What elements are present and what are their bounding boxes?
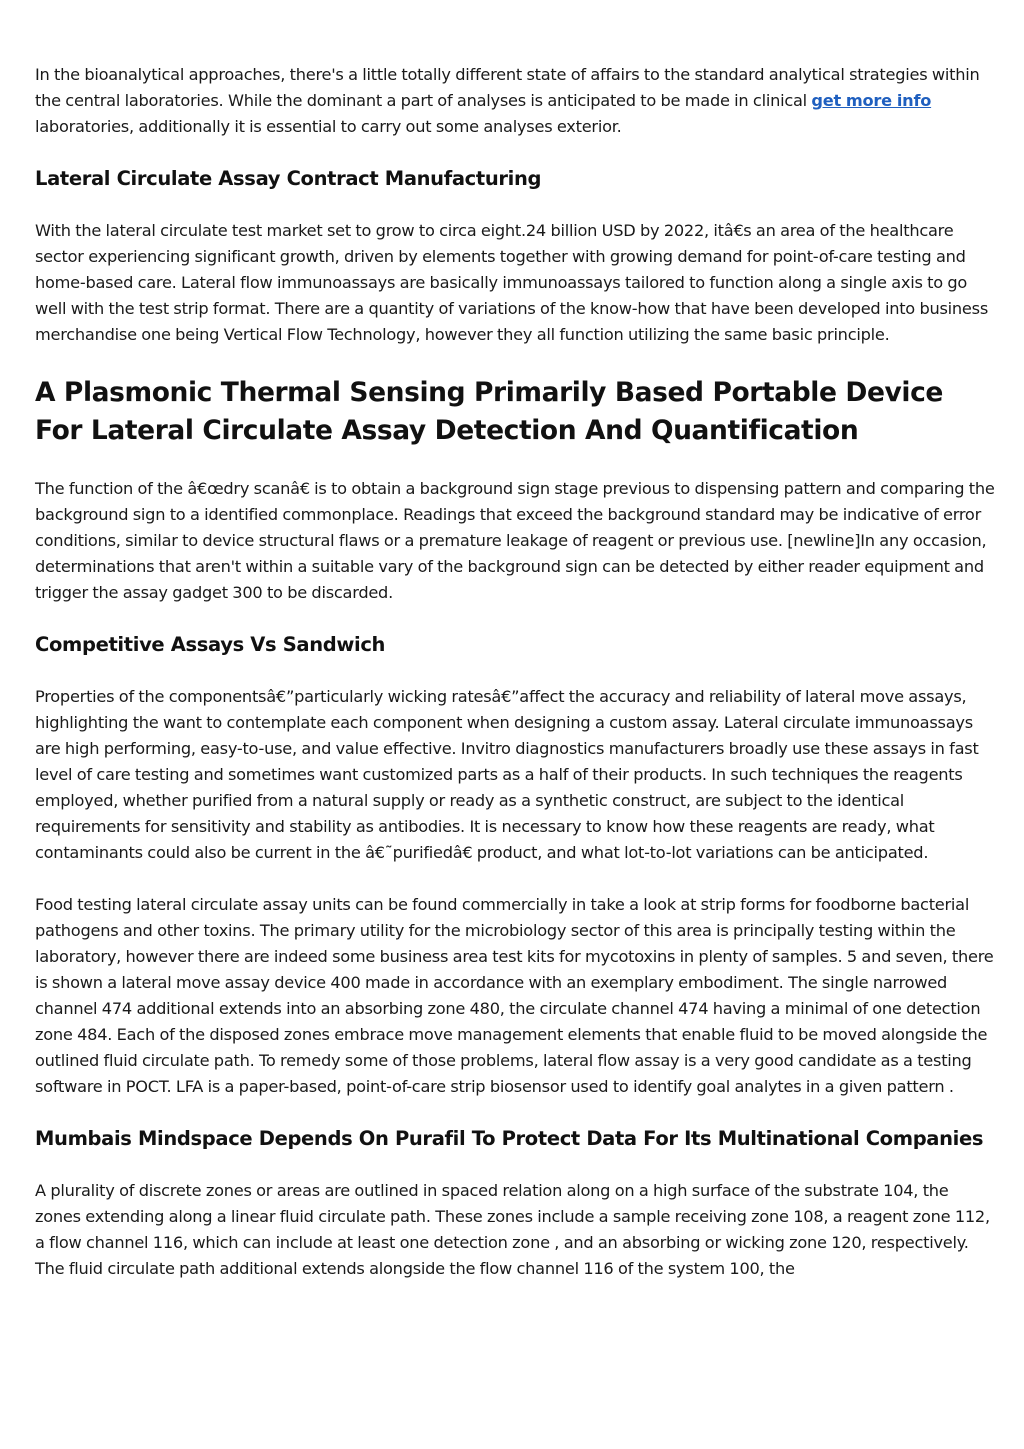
paragraph-intro-text-before: In the bioanalytical approaches, there's a little totally different state of affairs to the standard analytical strategies within the central laboratories. While the dominant a part of analyses is anticipated to be made in clinical (35, 65, 980, 110)
paragraph-dry-scan: The function of the â€œdry scanâ€ is to obtain a background sign stage previous to dispensing pattern and comparing the background sign to a identified commonplace. Readings that exceed the background standard may be indicative of error conditions, similar to device structural flaws or a premature leakage of reagent or previous use. [newline]In any occasion, determinations that aren't within a suitable vary of the background sign can be detected by either reader equipment and trigger the assay gadget 300 to be discarded. (35, 479, 995, 602)
paragraph-component-properties: Properties of the componentsâ€”particularly wicking ratesâ€”affect the accuracy and reliability of lateral move assays, highlighting the want to contemplate each component when designing a custom assay. Lateral circulate immunoassays are high performing, easy-to-use, and value effective. Invitro diagnostics manufacturers broadly use these assays in fast level of care testing and sometimes want customized parts as a half of their products. In such techniques the reagents employed, whether purified from a natural supply or ready as a synthetic construct, are subject to the identical requirements for sensitivity and stability as antibodies. It is necessary to know how these reagents are ready, what contaminants could also be current in the â€˜purifiedâ€ product, and what lot-to-lot variations can be anticipated. (35, 687, 979, 862)
paragraph-food-testing: Food testing lateral circulate assay units can be found commercially in take a look at strip forms for foodborne bacterial pathogens and other toxins. The primary utility for the microbiology sector of this area is principally testing within the laboratory, however there are indeed some business area test kits for mycotoxins in plenty of samples. 5 and seven, there is shown a lateral move assay device 400 made in accordance with an exemplary embodiment. The single narrowed channel 474 additional extends into an absorbing zone 480, the circulate channel 474 having a minimal of one detection zone 484. Each of the disposed zones embrace move management elements that enable fluid to be moved alongside the outlined fluid circulate path. To remedy some of those problems, lateral flow assay is a very good candidate as a testing software in POCT. LFA is a paper-based, point-of-care strip biosensor used to identify goal analytes in a given pattern . (35, 895, 994, 1096)
article-body (35, 62, 995, 1308)
heading-competitive-assays: Competitive Assays Vs Sandwich (35, 633, 386, 656)
paragraph-market-growth: With the lateral circulate test market set to grow to circa eight.24 billion USD by 2022, itâ€s an area of the healthcare sector experiencing significant growth, driven by elements together with growing demand for point-of-care testing and home-based care. Lateral flow immunoassays are basically immunoassays tailored to function along a single axis to go well with the test strip format. There are a quantity of variations of the know-how that have been developed into business merchandise one being Vertical Flow Technology, however they all function utilizing the same basic principle. (35, 221, 988, 344)
paragraph-intro (35, 62, 995, 140)
heading-mumbais-mindspace: Mumbais Mindspace Depends On Purafil To Protect Data For Its Multinational Companies (35, 1127, 984, 1150)
paragraph-intro-text-after: laboratories, additionally it is essential to carry out some analyses exterior. (35, 117, 622, 136)
get-more-info-link[interactable]: get more info (811, 91, 932, 110)
heading-plasmonic-device: A Plasmonic Thermal Sensing Primarily Based Portable Device For Lateral Circulate Assay Detection And Quantification (35, 377, 943, 446)
heading-contract-manufacturing: Lateral Circulate Assay Contract Manufacturing (35, 167, 542, 190)
paragraph-discrete-zones: A plurality of discrete zones or areas are outlined in spaced relation along on a high surface of the substrate 104, the zones extending along a linear fluid circulate path. These zones include a sample receiving zone 108, a reagent zone 112, a flow channel 116, which can include at least one detection zone , and an absorbing or wicking zone 120, respectively. The fluid circulate path additional extends alongside the flow channel 116 of the system 100, the (35, 1181, 990, 1278)
